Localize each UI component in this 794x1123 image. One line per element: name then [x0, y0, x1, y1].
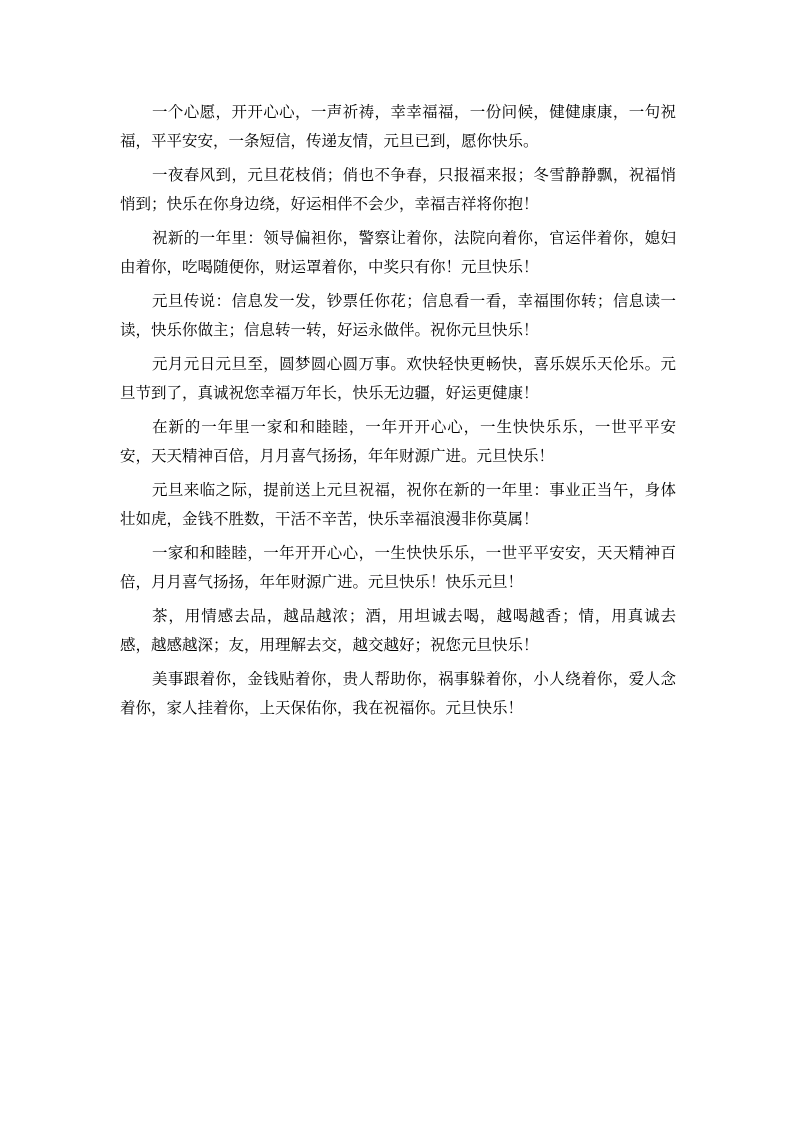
paragraph-4: 元旦传说：信息发一发，钞票任你花；信息看一看，幸福围你转；信息读一读，快乐你做主；信息转一转，好运永做伴。祝你元旦快乐！: [120, 292, 676, 339]
paragraph-3: 祝新的一年里：领导偏袒你，警察让着你，法院向着你，官运伴着你，媳妇由着你，吃喝随便你，财运罩着你，中奖只有你！元旦快乐！: [120, 229, 676, 276]
paragraph-10: 美事跟着你，金钱贴着你，贵人帮助你，祸事躲着你，小人绕着你，爱人念着你，家人挂着你，上天保佑你，我在祝福你。元旦快乐！: [120, 670, 676, 717]
paragraph-1: 一个心愿，开开心心，一声祈祷，幸幸福福，一份问候，健健康康，一句祝福，平平安安，一条短信，传递友情，元旦已到，愿你快乐。: [120, 103, 676, 150]
paragraph-2: 一夜春风到，元旦花枝俏；俏也不争春，只报福来报；冬雪静静飘，祝福悄悄到；快乐在你身边绕，好运相伴不会少，幸福吉祥将你抱！: [120, 166, 676, 213]
paragraph-6: 在新的一年里一家和和睦睦，一年开开心心，一生快快乐乐，一世平平安安，天天精神百倍，月月喜气扬扬，年年财源广进。元旦快乐！: [120, 418, 676, 465]
paragraph-9: 茶，用情感去品，越品越浓；酒，用坦诚去喝，越喝越香；情，用真诚去感，越感越深；友，用理解去交，越交越好；祝您元旦快乐！: [120, 607, 676, 654]
paragraph-8: 一家和和睦睦，一年开开心心，一生快快乐乐，一世平平安安，天天精神百倍，月月喜气扬扬，年年财源广进。元旦快乐！快乐元旦！: [120, 544, 676, 591]
paragraph-7: 元旦来临之际，提前送上元旦祝福，祝你在新的一年里：事业正当午，身体壮如虎，金钱不胜数，干活不辛苦，快乐幸福浪漫非你莫属！: [120, 481, 676, 528]
paragraph-5: 元月元日元旦至，圆梦圆心圆万事。欢快轻快更畅快，喜乐娱乐天伦乐。元旦节到了，真诚祝您幸福万年长，快乐无边疆，好运更健康！: [120, 355, 676, 402]
document-body: [120, 98, 676, 728]
